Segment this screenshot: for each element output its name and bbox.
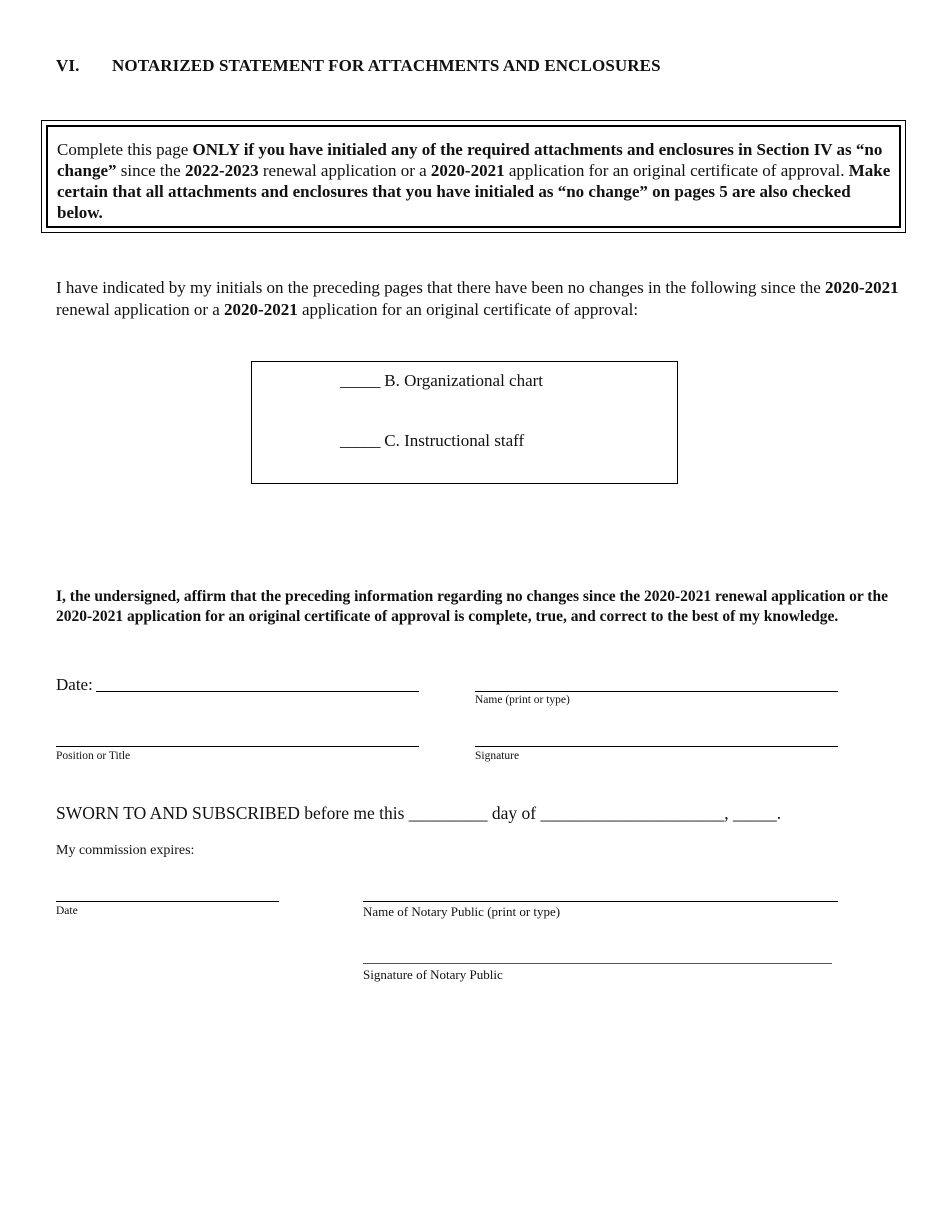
date-field[interactable]: [96, 691, 419, 692]
section-title: NOTARIZED STATEMENT FOR ATTACHMENTS AND ENCLOSURES: [112, 56, 661, 75]
date-label: Date:: [56, 675, 93, 694]
instruction-text: Complete this page ONLY if you have initialed any of the required attachments and enclosures in Section IV as “no change” since the 2022-2023 renewal application or a 2020-2021 application for an original certificate of approval. Make certain that all attachments and enclosures that you have initialed as “no change” on pages 5 are also checked below.: [46, 125, 901, 228]
name-field[interactable]: [475, 691, 838, 692]
signature-field[interactable]: [475, 746, 838, 747]
notary-signature-label: Signature of Notary Public: [363, 967, 503, 982]
instruction-box: [41, 120, 906, 233]
position-label: Position or Title: [56, 750, 131, 762]
notary-name-label: Name of Notary Public (print or type): [363, 904, 561, 919]
checklist-item-label: C. Instructional staff: [384, 431, 525, 450]
name-label: Name (print or type): [475, 694, 570, 706]
section-number: VI.: [56, 56, 80, 75]
section-heading: [56, 56, 661, 76]
checklist-item-instructional-staff[interactable]: [340, 431, 524, 451]
initials-blank[interactable]: _____: [340, 371, 380, 390]
notary-date-label: Date: [56, 905, 78, 917]
statement-paragraph: I have indicated by my initials on the preceding pages that there have been no changes in the following since the 2020-2021 renewal application or a 2020-2021 application for an original certificate of approval:: [56, 278, 899, 319]
initials-blank[interactable]: _____: [340, 431, 380, 450]
notary-signature-field[interactable]: [363, 963, 832, 964]
signature-label: Signature: [475, 750, 520, 762]
sworn-statement: SWORN TO AND SUBSCRIBED before me this _________ day of _____________________, _____.: [56, 803, 782, 823]
checklist-item-organizational-chart[interactable]: [340, 371, 543, 391]
checklist-box: [251, 361, 678, 484]
notary-date-field[interactable]: [56, 901, 279, 902]
commission-expires-label: My commission expires:: [56, 843, 195, 858]
affirmation-text: I, the undersigned, affirm that the preceding information regarding no changes since the 2020-2021 renewal application or the 2020-2021 application for an original certificate of approval is complete, true, and correct to the best of my knowledge.: [56, 588, 888, 625]
position-field[interactable]: [56, 746, 419, 747]
notary-name-field[interactable]: [363, 901, 838, 902]
checklist-item-label: B. Organizational chart: [384, 371, 544, 390]
